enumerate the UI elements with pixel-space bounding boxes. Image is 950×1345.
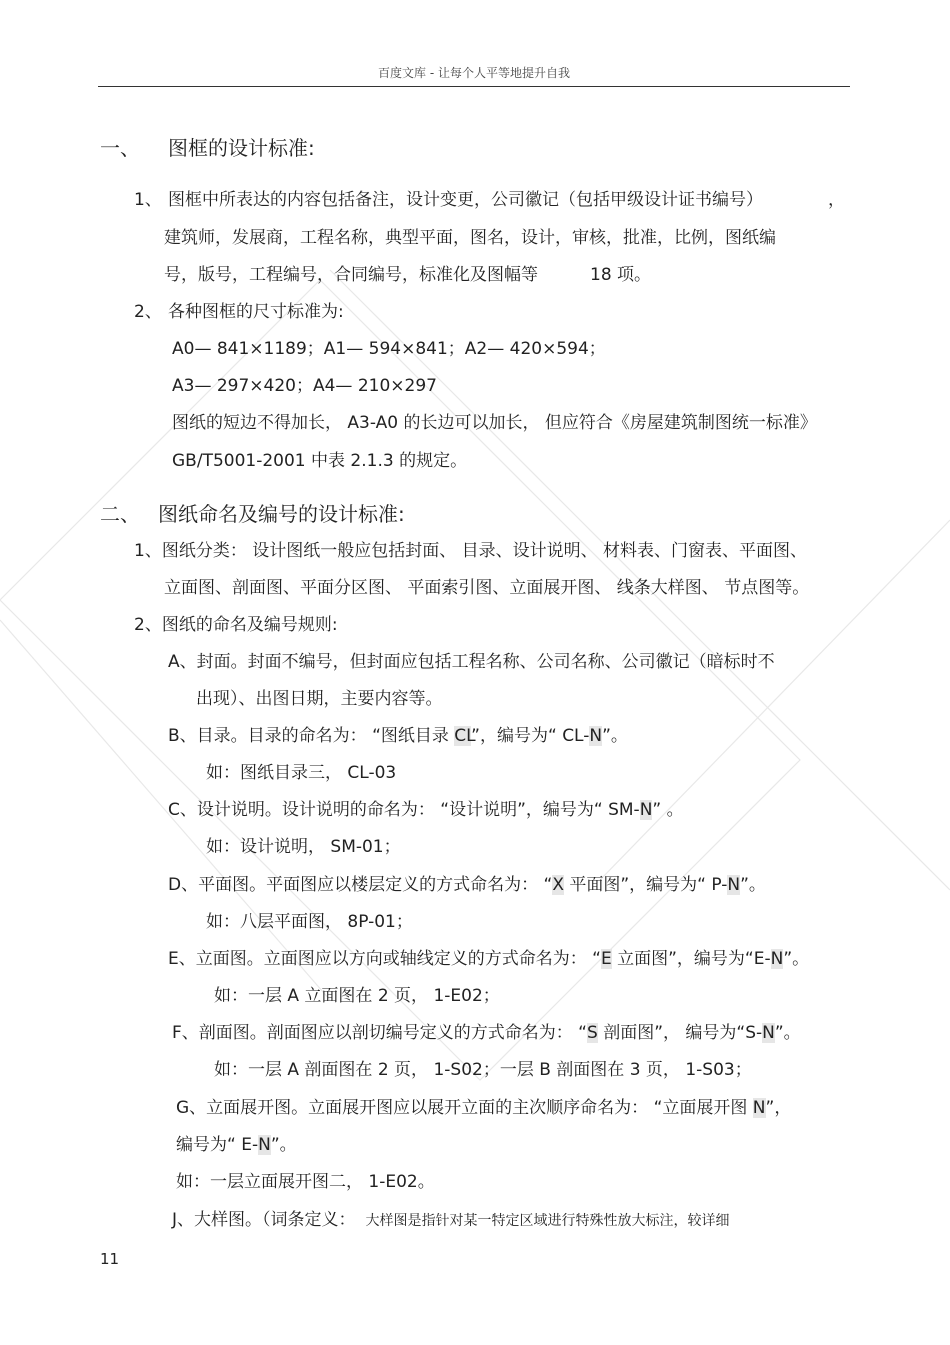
highlight: S	[587, 1023, 598, 1043]
s1-sizes-line2: A3— 297×420；A4— 210×297	[172, 376, 437, 396]
rule-g-line1: G、立面展开图。立面展开图应以展开立面的主次顺序命名为： “立面展开图 N”，	[176, 1098, 792, 1118]
s1-item1-line1-end: ，	[828, 190, 845, 210]
s2-item1-line1: 1、图纸分类： 设计图纸一般应包括封面、 目录、设计说明、 材料表、门窗表、平面图、	[134, 541, 808, 561]
rule-a-line1: A、封面。封面不编号，但封面应包括工程名称、公司名称、公司徽记（暗标时不	[168, 652, 775, 672]
s1-note-line1: 图纸的短边不得加长， A3-A0 的长边可以加长， 但应符合《房屋建筑制图统一标准》	[172, 413, 817, 433]
highlight: N	[589, 726, 603, 746]
section2-heading: 图纸命名及编号的设计标准:	[158, 502, 405, 526]
highlight: N	[727, 875, 741, 895]
rule-e-example: 如：一层 A 立面图在 2 页， 1-E02；	[214, 986, 500, 1006]
s1-item2-number: 2、	[134, 302, 162, 322]
rule-f-example: 如：一层 A 剖面图在 2 页， 1-S02；一层 B 剖面图在 3 页， 1-S03；	[214, 1060, 752, 1080]
rule-j: J、大样图。（词条定义： 大样图是指针对某一特定区域进行特殊性放大标注，较详细	[172, 1210, 730, 1230]
s1-note-line2: GB/T5001-2001 中表 2.1.3 的规定。	[172, 451, 468, 471]
highlight: N	[752, 1098, 766, 1118]
rule-b-example: 如：图纸目录三， CL-03	[206, 763, 397, 783]
header-divider	[98, 86, 850, 87]
section2-heading-number: 二、	[100, 502, 140, 526]
highlight: N	[762, 1023, 775, 1043]
rule-b: B、目录。目录的命名为： “图纸目录 CL”，编号为“ CL-N”。	[168, 726, 628, 746]
highlight: N	[639, 800, 653, 820]
rule-d-example: 如：八层平面图， 8P-01；	[206, 912, 413, 932]
s1-item1-line3-count: 18 项。	[590, 265, 652, 285]
section1-heading-number: 一、	[100, 136, 140, 160]
rule-g-line2: 编号为“ E-N”。	[176, 1135, 297, 1155]
rule-f: F、剖面图。剖面图应以剖切编号定义的方式命名为： “S 剖面图”， 编号为“S-N”。	[172, 1023, 801, 1043]
highlight: N	[770, 949, 784, 969]
rule-c-example: 如：设计说明， SM-01；	[206, 837, 401, 857]
s1-item1-number: 1、	[134, 190, 162, 210]
s1-item1-line1: 图框中所表达的内容包括备注，设计变更，公司徽记（包括甲级设计证书编号）	[168, 190, 763, 210]
rule-c: C、设计说明。设计说明的命名为： “设计说明”，编号为“ SM-N” 。	[168, 800, 684, 820]
highlight: N	[258, 1135, 271, 1155]
rule-d: D、平面图。平面图应以楼层定义的方式命名为： “X 平面图”，编号为“ P-N”。	[168, 875, 766, 895]
s2-item2-title: 2、图纸的命名及编号规则:	[134, 615, 338, 635]
s2-item1-line2: 立面图、剖面图、平面分区图、 平面索引图、立面展开图、 线条大样图、 节点图等。	[164, 578, 810, 598]
highlight: CL	[454, 726, 472, 746]
highlight: E	[600, 949, 612, 969]
rule-a-line2: 出现）、出图日期，主要内容等。	[196, 689, 443, 709]
s1-item1-line2: 建筑师，发展商，工程名称，典型平面，图名，设计，审核，批准，比例，图纸编	[164, 228, 776, 248]
rule-g-example: 如：一层立面展开图二， 1-E02。	[176, 1172, 435, 1192]
highlight: X	[552, 875, 564, 895]
s1-item1-line3: 号，版号，工程编号，合同编号，标准化及图幅等	[164, 265, 538, 285]
page-number: 11	[100, 1250, 120, 1268]
page-header: 百度文库 - 让每个人平等地提升自我	[378, 66, 570, 80]
s1-item2-title: 各种图框的尺寸标准为:	[168, 302, 344, 322]
section1-heading: 图框的设计标准:	[168, 136, 315, 160]
s1-sizes-line1: A0— 841×1189；A1— 594×841；A2— 420×594；	[172, 339, 606, 359]
rule-e: E、立面图。立面图应以方向或轴线定义的方式命名为： “E 立面图”，编号为“E-N”。	[168, 949, 810, 969]
